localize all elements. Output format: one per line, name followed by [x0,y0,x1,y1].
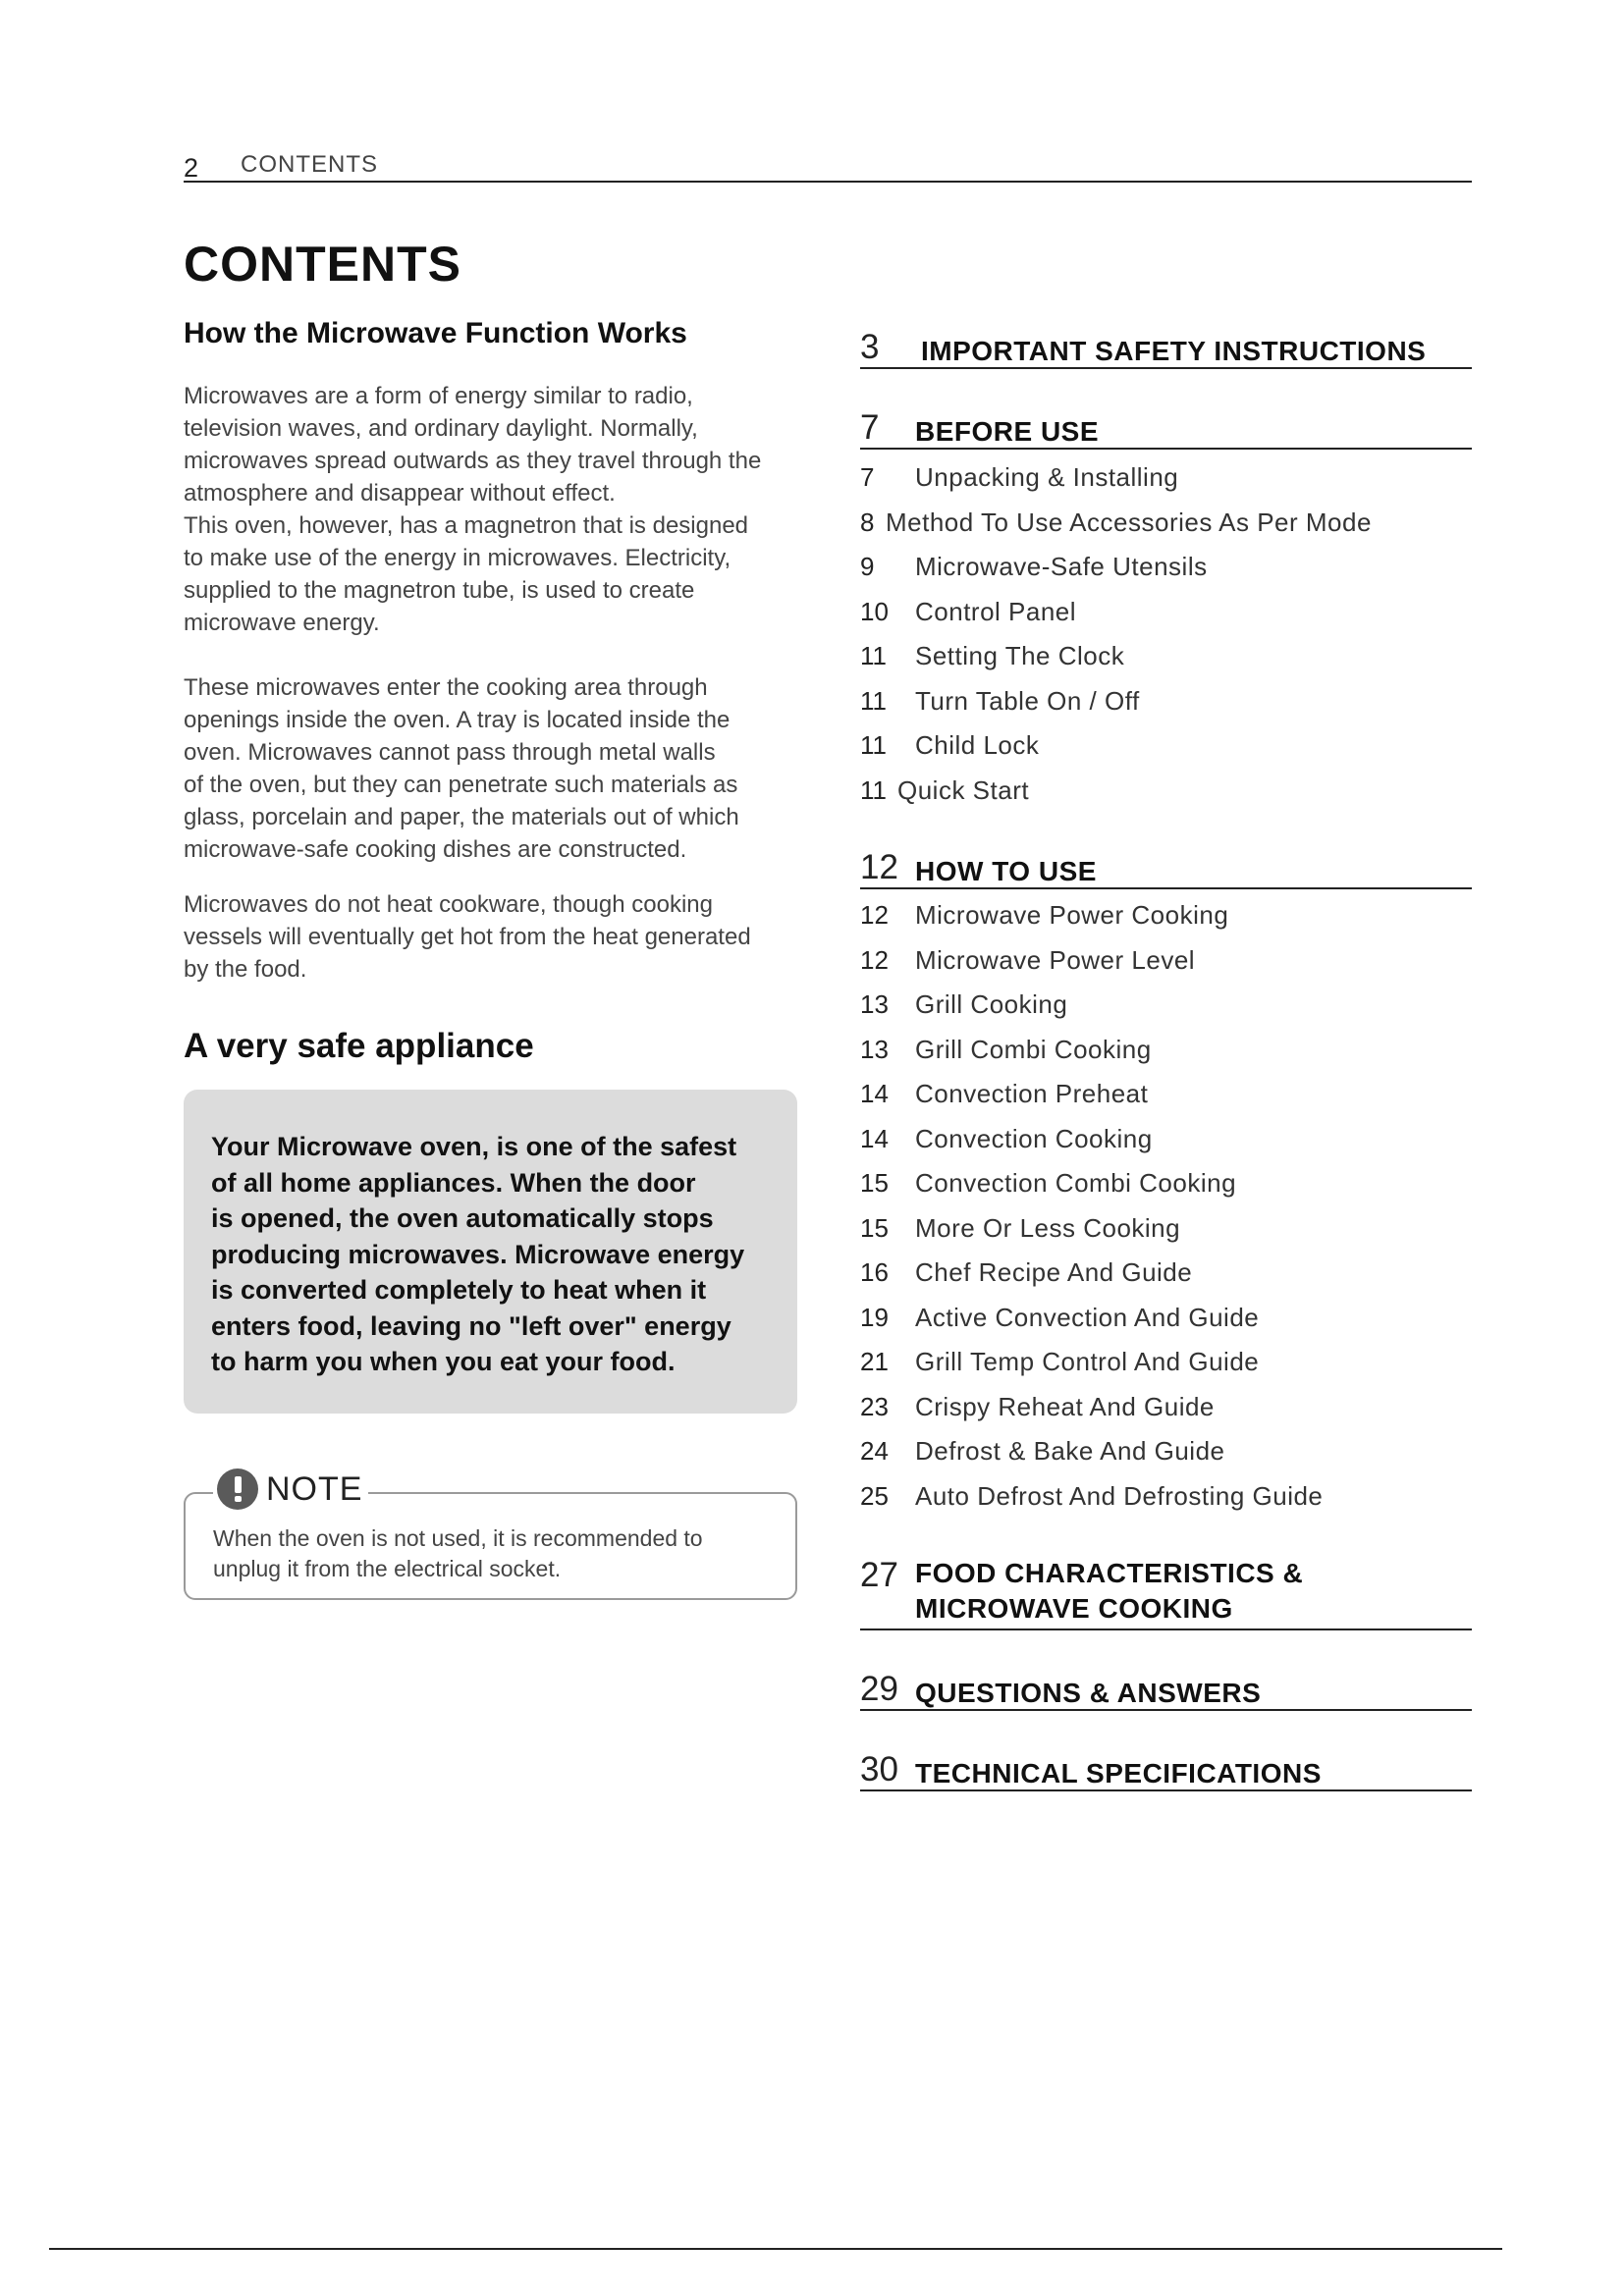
toc-item-label: Quick Start [897,774,1030,805]
toc-item-label: Convection Combi Cooking [915,1168,1237,1199]
toc-item[interactable] [860,1251,1472,1296]
toc-item[interactable] [860,1296,1472,1341]
toc-item[interactable] [860,1161,1472,1206]
table-of-contents [860,324,1472,1791]
text-line: to make use of the energy in microwaves. Electricity, [184,545,731,571]
toc-section-food-characteristics[interactable] [860,1548,1472,1630]
how-it-works-heading: How the Microwave Function Works [184,317,687,349]
toc-page-number: 27 [860,1556,898,1594]
toc-page-number: 19 [860,1302,889,1332]
text-line: oven. Microwaves cannot pass through metal walls [184,739,716,766]
toc-item[interactable] [860,1028,1472,1073]
toc-page-number: 7 [860,408,880,447]
text-line: Microwaves are a form of energy similar to radio, [184,383,693,409]
toc-item-label: Turn Table On / Off [915,685,1140,716]
safety-line: producing microwaves. Microwave energy [211,1239,745,1269]
toc-page-number: 11 [860,641,887,671]
toc-page-number: 7 [860,462,875,493]
toc-page-number: 21 [860,1347,889,1377]
toc-section-label: HOW TO USE [915,856,1097,886]
text-line: These microwaves enter the cooking area through [184,674,708,701]
page-number: 2 [184,153,199,183]
footer-divider [49,2248,1502,2250]
text-line: Microwaves do not heat cookware, though cooking [184,891,713,918]
toc-item[interactable] [860,590,1472,635]
intro-paragraph-1 [184,380,797,639]
toc-item-label: Active Convection And Guide [915,1302,1260,1332]
page-header [184,147,1472,183]
note-title: NOTE [266,1469,363,1508]
text-line: vessels will eventually get hot from the heat generated [184,924,751,950]
safety-line: is converted completely to heat when it [211,1275,707,1305]
text-line: by the food. [184,956,307,983]
toc-item[interactable] [860,1474,1472,1520]
toc-section-safety[interactable] [860,324,1472,369]
safe-appliance-heading: A very safe appliance [184,1027,534,1065]
toc-section-label-line: FOOD CHARACTERISTICS & [915,1558,1304,1588]
toc-section-label: IMPORTANT SAFETY INSTRUCTIONS [921,336,1427,366]
text-line: glass, porcelain and paper, the materials out of which [184,804,739,830]
toc-item-label: Grill Cooking [915,989,1068,1020]
toc-page-number: 12 [860,848,898,886]
toc-item[interactable] [860,1429,1472,1474]
toc-page-number: 9 [860,552,875,582]
toc-page-number: 25 [860,1480,889,1511]
toc-page-number: 11 [860,685,887,716]
toc-item-label: Convection Cooking [915,1123,1153,1153]
toc-page-number: 13 [860,989,889,1020]
toc-item-label: Microwave Power Cooking [915,900,1229,931]
exclamation-icon [217,1468,258,1510]
toc-page-number: 12 [860,900,889,931]
toc-page-number: 10 [860,596,889,626]
toc-page-number: 14 [860,1079,889,1109]
safety-line: Your Microwave oven, is one of the safest [211,1132,737,1161]
toc-page-number: 15 [860,1168,889,1199]
header-section-title: CONTENTS [241,151,378,178]
text-line: television waves, and ordinary daylight. Normally, [184,415,698,442]
toc-item-label: Crispy Reheat And Guide [915,1391,1215,1421]
toc-section-label: BEFORE USE [915,416,1100,447]
toc-item-label: Defrost & Bake And Guide [915,1436,1225,1467]
toc-section-label: TECHNICAL SPECIFICATIONS [915,1758,1322,1789]
toc-item[interactable] [860,893,1472,938]
page-title: CONTENTS [184,237,461,292]
text-line: openings inside the oven. A tray is located inside the [184,707,731,733]
text-line: This oven, however, has a magnetron that is designed [184,512,749,539]
toc-item-label: Method To Use Accessories As Per Mode [886,507,1372,537]
toc-page-number: 11 [860,774,887,805]
toc-item[interactable] [860,1117,1472,1162]
text-line: microwaves spread outwards as they travel through the [184,448,762,474]
safety-line: is opened, the oven automatically stops [211,1203,714,1233]
toc-item[interactable] [860,501,1472,546]
toc-item[interactable] [860,679,1472,724]
toc-item-label: Grill Combi Cooking [915,1034,1152,1064]
toc-item-label: Unpacking & Installing [915,462,1179,493]
toc-section-questions-answers[interactable] [860,1664,1472,1711]
text-line: atmosphere and disappear without effect. [184,480,616,507]
toc-item[interactable] [860,1340,1472,1385]
text-line: supplied to the magnetron tube, is used to create [184,577,695,604]
intro-paragraph-2 [184,671,797,866]
toc-page-number: 30 [860,1750,898,1789]
toc-page-number: 29 [860,1670,898,1708]
safety-line: of all home appliances. When the door [211,1167,696,1198]
toc-item-label: Chef Recipe And Guide [915,1257,1193,1288]
toc-item-label: Grill Temp Control And Guide [915,1347,1260,1377]
toc-page-number: 23 [860,1391,889,1421]
toc-section-how-to-use[interactable] [860,842,1472,889]
toc-page-number: 8 [860,507,875,537]
toc-item[interactable] [860,634,1472,679]
toc-item[interactable] [860,938,1472,984]
toc-item[interactable] [860,545,1472,590]
toc-item[interactable] [860,769,1472,814]
left-column [184,317,797,1066]
toc-page-number: 3 [860,328,880,366]
toc-item-label: Auto Defrost And Defrosting Guide [915,1480,1324,1511]
toc-item-label: More Or Less Cooking [915,1212,1181,1243]
toc-item[interactable] [860,983,1472,1028]
toc-item-label: Child Lock [915,730,1040,761]
toc-page-number: 12 [860,944,889,975]
toc-item-label: Setting The Clock [915,641,1125,671]
toc-section-label [915,1548,1303,1627]
toc-page-number: 13 [860,1034,889,1064]
toc-item-label: Microwave-Safe Utensils [915,552,1208,582]
toc-page-number: 14 [860,1123,889,1153]
toc-page-number: 11 [860,730,887,761]
toc-section-label: QUESTIONS & ANSWERS [915,1678,1262,1708]
toc-page-number: 16 [860,1257,889,1288]
toc-item-label: Control Panel [915,596,1077,626]
toc-item[interactable] [860,1206,1472,1252]
toc-item[interactable] [860,1072,1472,1117]
toc-section-technical-specifications[interactable] [860,1744,1472,1791]
note-box [184,1469,797,1600]
text-line: microwave-safe cooking dishes are constructed. [184,836,687,863]
toc-item[interactable] [860,455,1472,501]
text-line: microwave energy. [184,610,380,636]
toc-page-number: 15 [860,1212,889,1243]
toc-section-label-line: MICROWAVE COOKING [915,1593,1233,1624]
toc-item[interactable] [860,1385,1472,1430]
toc-item[interactable] [860,723,1472,769]
note-text [213,1523,776,1584]
toc-item-label: Convection Preheat [915,1079,1149,1109]
safety-line: to harm you when you eat your food. [211,1347,676,1376]
toc-item-label: Microwave Power Level [915,944,1196,975]
toc-section-before-use[interactable] [860,404,1472,450]
safety-line: enters food, leaving no "left over" energy [211,1310,731,1341]
note-label [213,1468,368,1510]
safety-info-box [184,1090,797,1414]
toc-page-number: 24 [860,1436,889,1467]
note-line: When the oven is not used, it is recommended to [213,1525,703,1551]
note-line: unplug it from the electrical socket. [213,1556,562,1581]
text-line: of the oven, but they can penetrate such materials as [184,772,738,798]
intro-paragraph-3 [184,888,797,986]
